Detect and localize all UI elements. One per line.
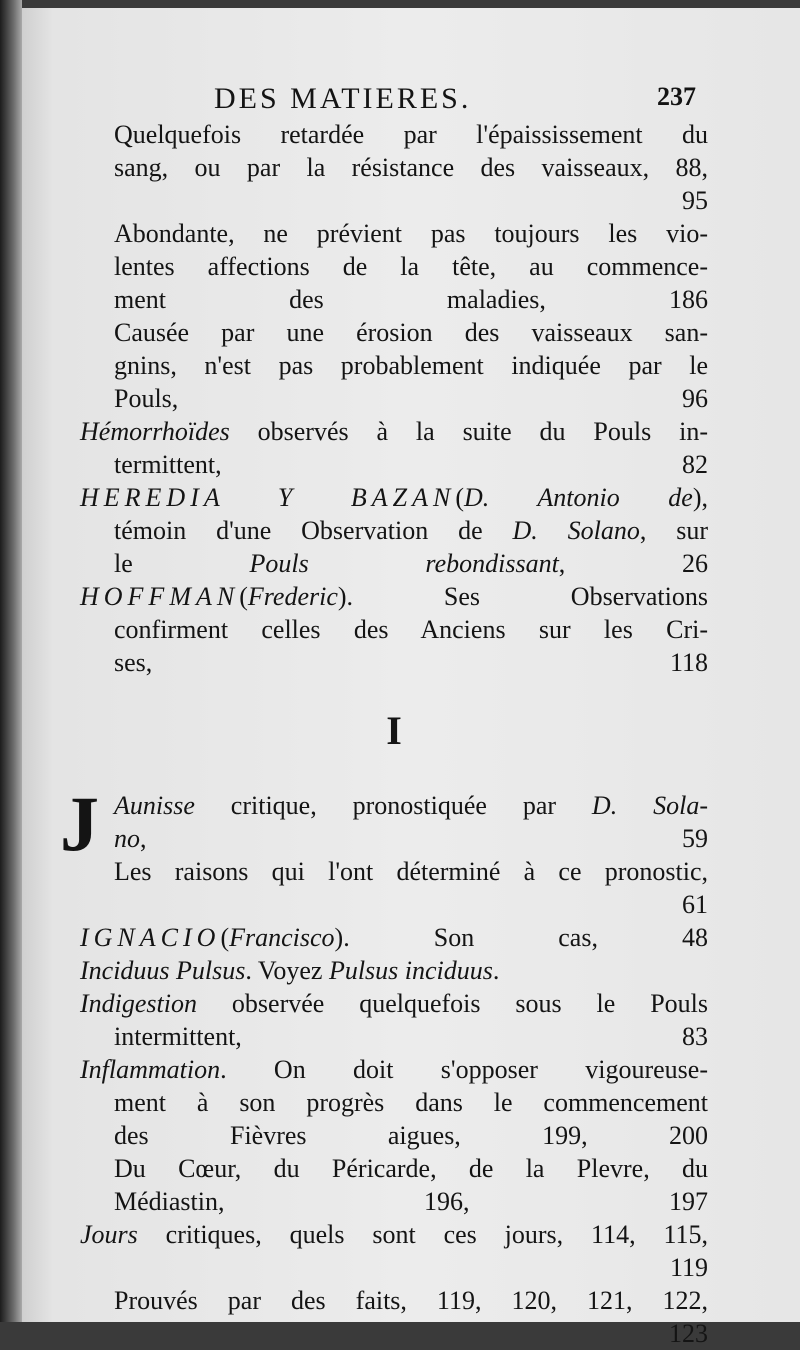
entry-text: ment des maladies, (114, 285, 546, 314)
entry-line (114, 448, 708, 481)
index-entry (80, 1218, 708, 1284)
entry-term: Inciduus Pulsus (80, 956, 246, 985)
entry-line (80, 415, 708, 448)
entry-line: gnins, n'est pas probablement indiquée par le (114, 351, 708, 380)
entry-line: ment à son progrès dans le commencement (114, 1088, 708, 1117)
entry-line: sang, ou par la résistance des vaisseaux, 88, (114, 153, 708, 182)
entry-line (80, 1053, 708, 1086)
entry-text: . Son cas, (343, 923, 598, 952)
entry-line (114, 1020, 708, 1053)
index-entry (80, 415, 708, 481)
entry-line: Abondante, ne prévient pas toujours les vio- (114, 219, 708, 248)
index-entry (80, 954, 708, 987)
entry-proper-name: HOFFMAN (80, 582, 240, 611)
entry-text: termittent, (114, 450, 222, 479)
index-entry (80, 987, 708, 1053)
entry-line (80, 1218, 708, 1251)
entry-line: Inciduus Pulsus. Voyez Pulsus inciduus. (80, 956, 500, 985)
section-letter-heading: I (386, 708, 402, 753)
entry-line: Du Cœur, du Péricarde, de la Plevre, du (114, 1154, 708, 1183)
entry-line (80, 987, 708, 1020)
entry-proper-name: IGNACIO (80, 923, 221, 952)
entry-text: observée quelquefois sous le Pouls (231, 989, 708, 1018)
entry-line (114, 1185, 708, 1218)
header-title: DES MATIERES. (214, 82, 472, 115)
entry-text: Pouls, (114, 384, 179, 413)
index-entry (80, 316, 708, 415)
entry-line: Prouvés par des faits, 119, 120, 121, 122, (114, 1286, 708, 1315)
entry-term: Jours (80, 1220, 138, 1249)
entry-page-ref: 123 (669, 1319, 708, 1348)
entry-page-ref: 96 (682, 384, 708, 413)
entry-page-ref: 186 (669, 285, 709, 314)
entry-text: . On doit s'opposer vigoureuse- (220, 1055, 708, 1084)
entry-text: observés à la suite du Pouls in- (257, 417, 708, 446)
entry-term: Inflammation (80, 1055, 221, 1084)
drop-cap: J (60, 780, 99, 867)
index-entry (80, 217, 708, 316)
entry-page-ref: 95 (682, 186, 708, 215)
entry-page-ref: 196, 197 (424, 1187, 708, 1216)
index-entry (80, 921, 708, 954)
entry-page-ref: 26 (682, 549, 709, 578)
entry-text: . Voyez (245, 956, 323, 985)
entry-text: . Ses Observations (346, 582, 708, 611)
entry-name-ref: D. Solano (512, 516, 640, 545)
entry-line (114, 283, 708, 316)
entry-page-ref: 119 (669, 1253, 708, 1282)
entry-name-ref: D. Sola- (591, 791, 708, 820)
index-entry (60, 780, 708, 867)
entry-line: HEREDIA Y BAZAN(D. Antonio de), (80, 483, 708, 512)
entry-line: confirment celles des Anciens sur les Cri- (114, 615, 708, 644)
entry-text: , sur (639, 516, 708, 545)
entry-text: critiques, quels sont ces jours, 114, 115, (165, 1220, 708, 1249)
entry-given-name: D. Antonio de (464, 483, 693, 512)
entry-page-ref: 48 (682, 923, 708, 952)
entry-line (114, 646, 708, 679)
entry-given-name: Frederic (247, 582, 338, 611)
entry-proper-name: HEREDIA Y BAZAN (80, 483, 456, 512)
entry-page-ref: 82 (682, 450, 708, 479)
index-content (60, 118, 709, 1350)
entry-cross-ref: Pulsus inciduus (328, 956, 493, 985)
entry-name-ref: no (114, 824, 140, 853)
entry-term: Hémorrhoïdes (80, 417, 230, 446)
index-entry (80, 481, 708, 580)
entry-line: no, 59 (114, 824, 708, 853)
index-entry (80, 1152, 708, 1218)
entry-line: Causée par une érosion des vaisseaux san- (114, 318, 708, 347)
entry-line: lentes affections de la tête, au commence- (114, 252, 708, 281)
book-spine-shadow (0, 0, 22, 1322)
entry-page-ref: 199, 200 (542, 1121, 708, 1150)
index-entry (80, 580, 708, 679)
entry-term: Aunisse (114, 791, 195, 820)
entry-text: ses, (114, 648, 153, 677)
entry-text: des Fièvres aigues, (114, 1121, 461, 1150)
entry-line (114, 382, 708, 415)
index-entry (80, 118, 708, 217)
entry-line (114, 789, 708, 822)
entry-page-ref: 59 (682, 824, 708, 853)
running-header (22, 82, 800, 122)
entry-line: Quelquefois retardée par l'épaississement du (114, 120, 708, 149)
index-entry (80, 1053, 708, 1152)
index-entry (80, 855, 708, 921)
entry-page-ref: 118 (669, 648, 708, 677)
entry-page-ref: 83 (682, 1022, 708, 1051)
entry-term: Pouls rebondissant (249, 549, 559, 578)
entry-text: le (114, 549, 133, 578)
entry-line (114, 1119, 708, 1152)
entry-line: le Pouls rebondissant, 26 (114, 549, 709, 578)
entry-text: intermittent, (114, 1022, 242, 1051)
entry-term: Indigestion (80, 989, 197, 1018)
entry-line (114, 514, 708, 547)
index-entry (80, 1284, 708, 1350)
entry-text: témoin d'une Observation de (114, 516, 483, 545)
page-number: 237 (657, 82, 696, 111)
entry-text: critique, pronostiquée par (230, 791, 557, 820)
entry-text: Médiastin, (114, 1187, 225, 1216)
entry-line: HOFFMAN(Frederic). Ses Observations (80, 582, 708, 611)
entry-line: Les raisons qui l'ont déterminé à ce pronostic, (114, 857, 708, 886)
entry-given-name: Francisco (229, 923, 335, 952)
entry-line: IGNACIO(Francisco). Son cas, 48 (80, 923, 708, 952)
book-page (22, 8, 800, 1348)
entry-page-ref: 61 (682, 890, 708, 919)
